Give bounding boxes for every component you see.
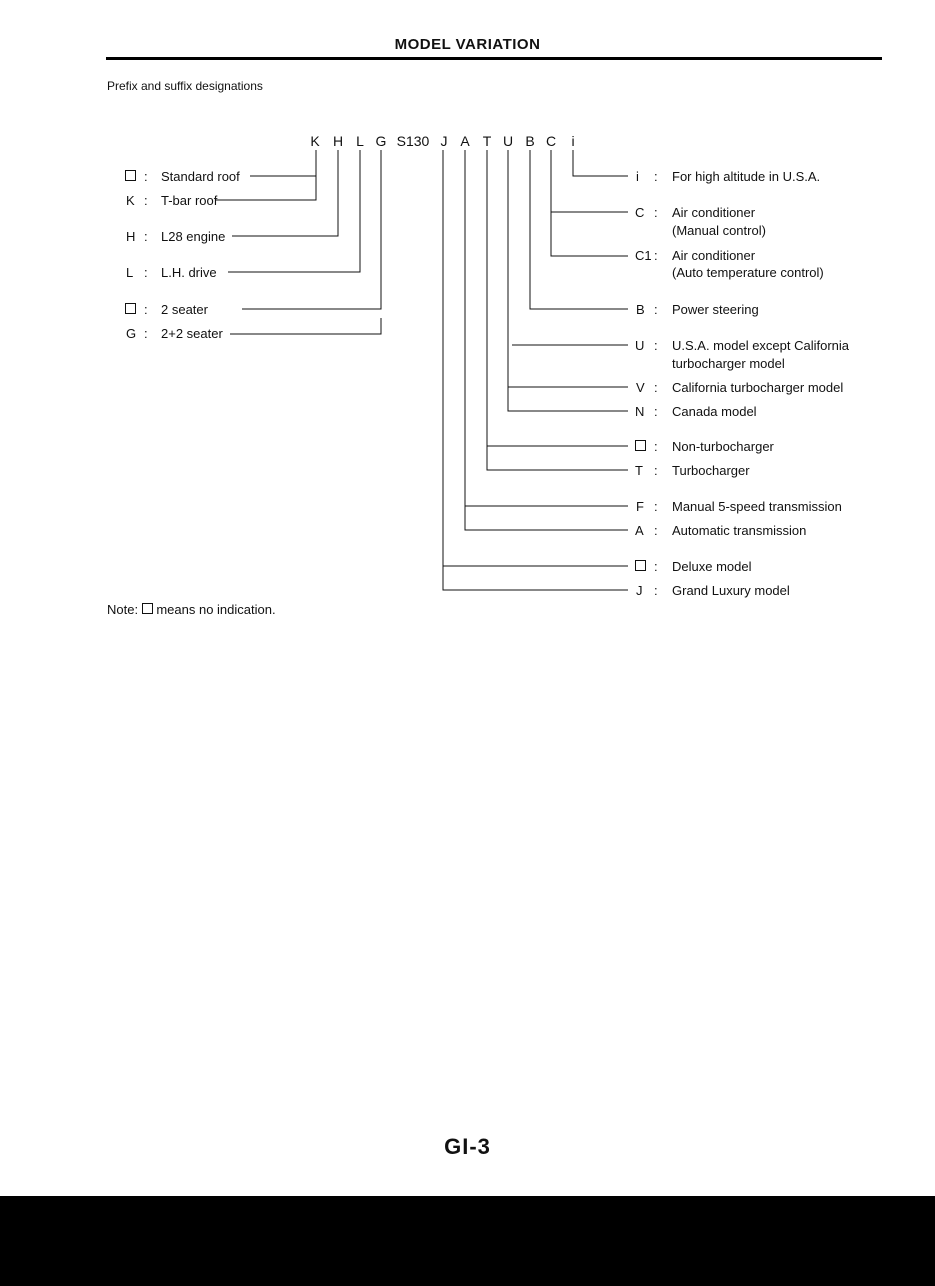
separator: : <box>144 265 148 280</box>
right-key-i: i <box>636 169 639 184</box>
code-letter-k: K <box>310 133 320 149</box>
code-letter-t: T <box>482 133 492 149</box>
right-desc-manual-trans: Manual 5-speed transmission <box>672 499 842 514</box>
right-key-u: U <box>635 338 645 353</box>
separator: : <box>654 463 658 478</box>
blank-square-icon <box>142 603 153 614</box>
right-desc-power-steering: Power steering <box>672 302 759 317</box>
separator: : <box>654 248 658 263</box>
note-text: means no indication. <box>156 602 276 617</box>
right-desc-turbo: Turbocharger <box>672 463 750 478</box>
separator: : <box>654 559 658 574</box>
left-key-h: H <box>126 229 136 244</box>
right-key-a: A <box>635 523 644 538</box>
left-key-k: K <box>126 193 135 208</box>
blank-square-icon <box>125 170 136 181</box>
right-key-f: F <box>636 499 644 514</box>
right-key-v: V <box>636 380 645 395</box>
code-letter-c: C <box>545 133 557 149</box>
left-desc-engine: L28 engine <box>161 229 226 244</box>
separator: : <box>654 302 658 317</box>
right-desc-grand-luxury: Grand Luxury model <box>672 583 790 598</box>
separator: : <box>654 205 658 220</box>
code-letter-a: A <box>460 133 470 149</box>
right-desc-ac-auto-2: (Auto temperature control) <box>672 265 824 280</box>
separator: : <box>654 404 658 419</box>
blank-square-icon <box>635 440 646 451</box>
right-desc-usa-model-1: U.S.A. model except California <box>672 338 850 353</box>
right-key-blank-deluxe <box>635 559 646 574</box>
left-desc-lh-drive: L.H. drive <box>161 265 217 280</box>
separator: : <box>144 193 148 208</box>
code-letter-g: G <box>375 133 387 149</box>
code-letter-j: J <box>440 133 448 149</box>
separator: : <box>654 380 658 395</box>
left-desc-t-bar-roof: T-bar roof <box>161 193 218 208</box>
right-desc-auto-trans: Automatic transmission <box>672 523 807 538</box>
scan-border <box>0 1196 935 1286</box>
separator: : <box>654 583 658 598</box>
separator: : <box>144 229 148 244</box>
separator: : <box>144 302 148 317</box>
left-key-blank-roof <box>125 169 136 184</box>
note-prefix: Note: <box>107 602 139 617</box>
right-desc-high-altitude: For high altitude in U.S.A. <box>672 169 821 184</box>
right-key-t: T <box>635 463 643 478</box>
section-subtitle: Prefix and suffix designations <box>107 79 263 93</box>
right-desc-non-turbo: Non-turbocharger <box>672 439 774 454</box>
separator: : <box>654 338 658 353</box>
right-key-n: N <box>635 404 645 419</box>
right-key-c: C <box>635 205 645 220</box>
right-key-j: J <box>636 583 643 598</box>
separator: : <box>654 439 658 454</box>
blank-square-icon <box>125 303 136 314</box>
left-desc-2plus2-seater: 2+2 seater <box>161 326 223 341</box>
left-key-l: L <box>126 265 134 280</box>
code-letter-h: H <box>332 133 344 149</box>
code-letter-i: i <box>571 133 575 149</box>
left-key-g: G <box>126 326 137 341</box>
right-key-c1: C1 <box>635 248 652 263</box>
right-desc-ac-auto-1: Air conditioner <box>672 248 756 263</box>
code-model: S130 <box>396 133 430 149</box>
separator: : <box>654 499 658 514</box>
left-key-blank-seater <box>125 302 136 317</box>
code-letter-b: B <box>525 133 535 149</box>
right-key-b: B <box>636 302 645 317</box>
right-desc-usa-model-2: turbocharger model <box>672 356 785 371</box>
page-number: GI-3 <box>444 1134 491 1159</box>
left-desc-2-seater: 2 seater <box>161 302 208 317</box>
code-letter-u: U <box>502 133 514 149</box>
page-title: MODEL VARIATION <box>394 36 541 53</box>
right-desc-ac-manual-2: (Manual control) <box>672 223 766 238</box>
separator: : <box>654 169 658 184</box>
separator: : <box>144 169 148 184</box>
left-desc-standard-roof: Standard roof <box>161 169 240 184</box>
right-desc-deluxe: Deluxe model <box>672 559 752 574</box>
separator: : <box>654 523 658 538</box>
note <box>107 602 276 617</box>
code-letter-l: L <box>356 133 364 149</box>
right-desc-california: California turbocharger model <box>672 380 844 395</box>
right-desc-ac-manual-1: Air conditioner <box>672 205 756 220</box>
blank-square-icon <box>635 560 646 571</box>
right-desc-canada: Canada model <box>672 404 757 419</box>
right-key-blank-turbo <box>635 439 646 454</box>
separator: : <box>144 326 148 341</box>
